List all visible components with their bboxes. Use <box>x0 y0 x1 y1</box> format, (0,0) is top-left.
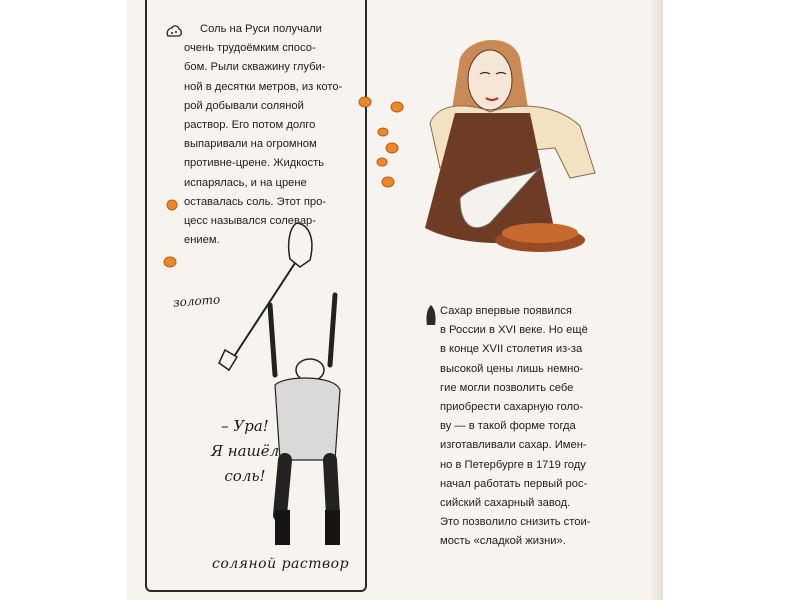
salt-line: испарялась, и на црене <box>184 176 307 189</box>
caption-exclamation <box>210 414 280 489</box>
exclaim-line: – Ура! <box>221 417 269 435</box>
salt-line: бом. Рыли скважину глуби- <box>184 61 326 74</box>
salt-line: ением. <box>184 234 220 247</box>
digger-with-shovel-illustration <box>215 215 350 555</box>
sugar-line: изготавливали сахар. Имен- <box>440 439 587 452</box>
salt-line: рой добывали соляной <box>184 99 304 112</box>
salt-line: цесс назывался солевар- <box>184 215 317 228</box>
sugar-line: высокой цены лишь немно- <box>440 362 584 375</box>
salt-line: ной в десятки метров, из кото- <box>184 80 343 93</box>
sugar-loaf-icon <box>425 304 437 326</box>
sugar-line: в России в XVI веке. Но ещё <box>440 324 588 337</box>
sugar-line: начал работать первый рос- <box>440 477 588 490</box>
salt-line: раствор. Его потом долго <box>184 119 316 132</box>
sugar-line: сийский сахарный завод. <box>440 497 571 510</box>
caption-zoloto: золото <box>172 292 221 310</box>
caption-solyanoy-rastvor: соляной раствор <box>212 556 350 572</box>
sugar-line: но в Петербурге в 1719 году <box>440 458 586 471</box>
salt-line: очень трудоёмким спосо- <box>184 42 316 55</box>
sugar-line: ву — в такой форме тогда <box>440 420 576 433</box>
sugar-paragraph <box>440 302 594 552</box>
page-fold-shadow <box>652 0 663 600</box>
exclaim-line: соль! <box>224 467 266 485</box>
sugar-line: Сахар впервые появился <box>440 305 572 317</box>
salt-line: противне-црене. Жидкость <box>184 157 325 170</box>
sugar-line: в конце XVII столетия из-за <box>440 343 583 356</box>
salt-line: Соль на Руси получали <box>200 23 322 35</box>
salt-crystal-icon <box>165 24 183 40</box>
sugar-line: Это позволило снизить стои- <box>440 516 591 529</box>
sugar-line: гие могли позволить себе <box>440 381 574 394</box>
exclaim-line: Я нашёл <box>210 442 280 460</box>
salt-line: выпаривали на огромном <box>184 138 317 151</box>
sugar-line: приобрести сахарную голо- <box>440 401 584 414</box>
woman-with-sugar-loaf-illustration <box>420 28 620 263</box>
salt-line: оставалась соль. Этот про- <box>184 195 327 208</box>
sugar-line: мость «сладкой жизни». <box>440 535 566 548</box>
